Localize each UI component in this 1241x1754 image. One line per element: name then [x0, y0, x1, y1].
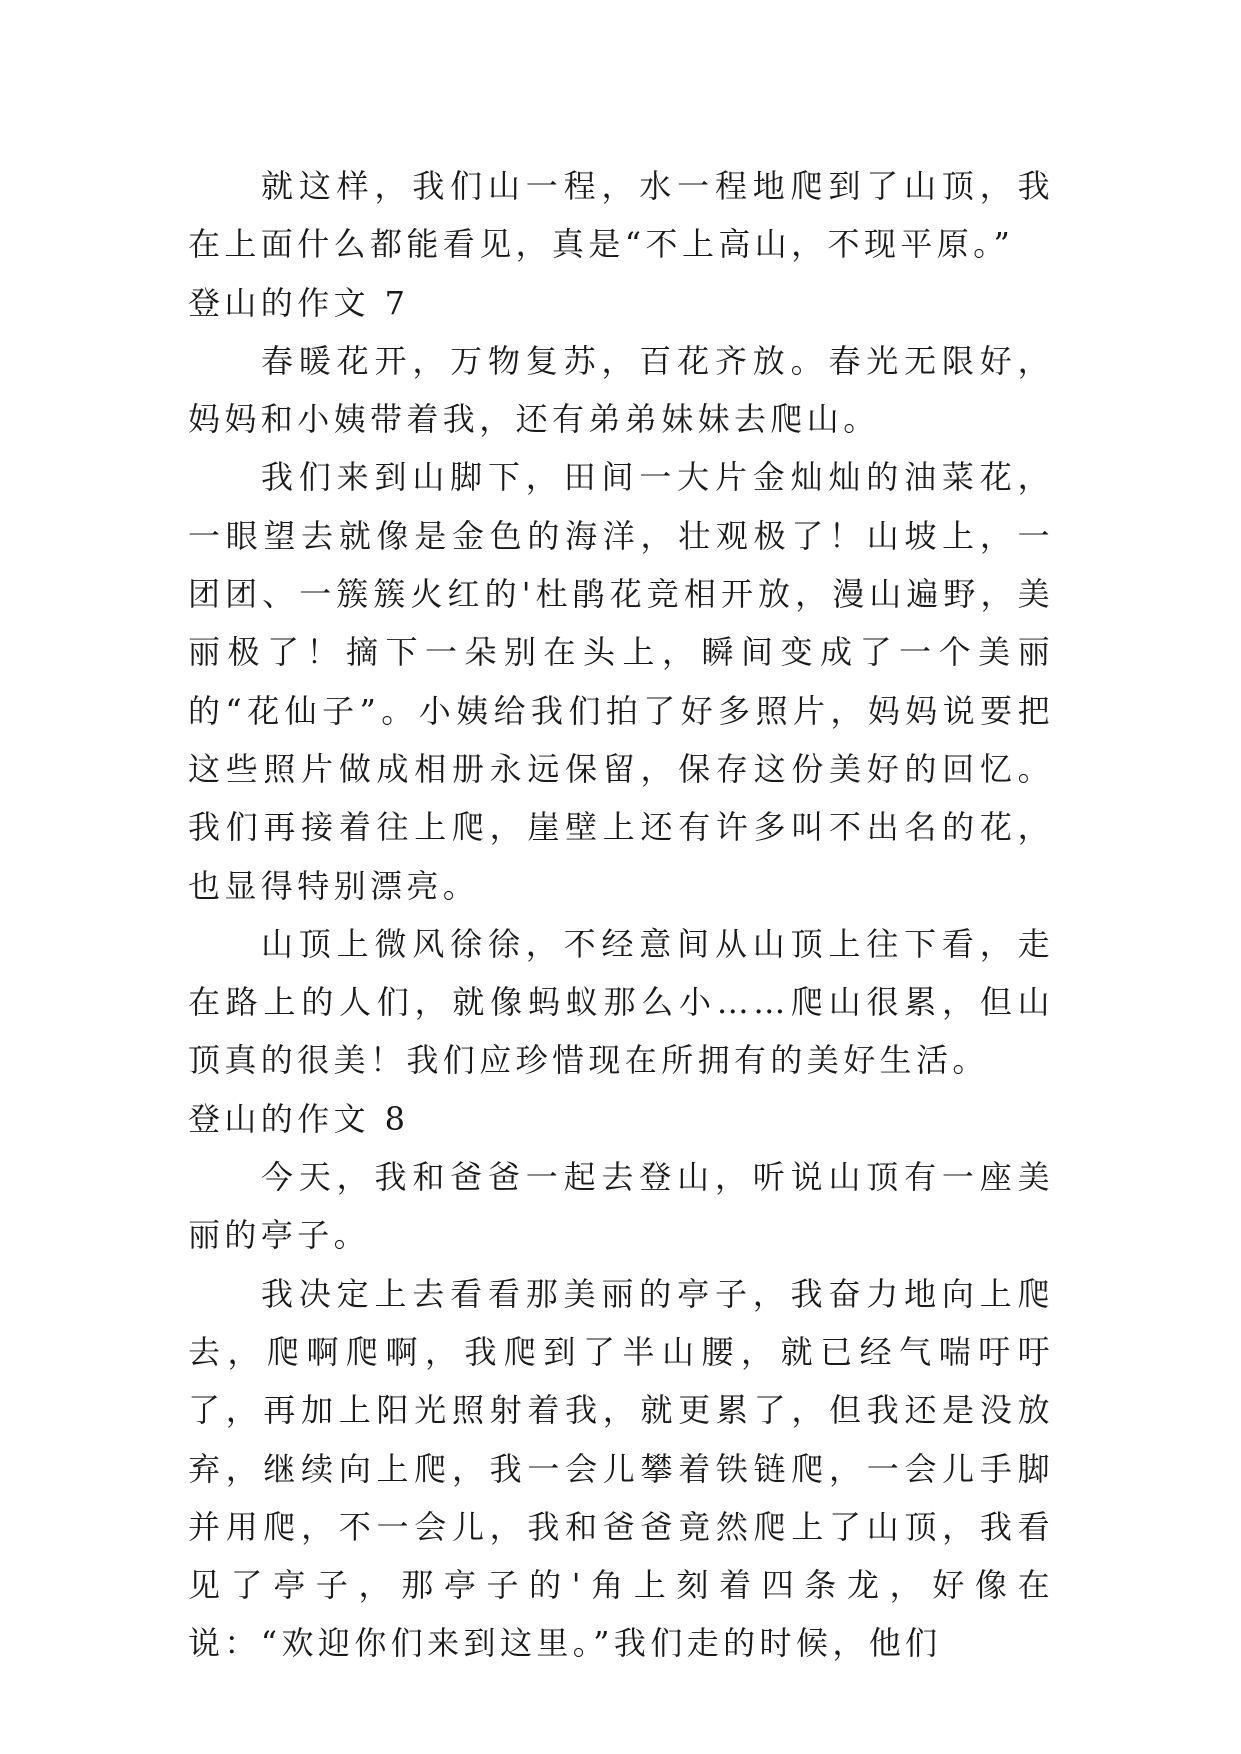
paragraph-today: 今天，我和爸爸一起去登山，听说山顶有一座美丽的亭子。	[188, 1158, 1054, 1255]
paragraph-climb: 我决定上去看看那美丽的亭子，我奋力地向上爬去，爬啊爬啊，我爬到了半山腰，就已经气喘吁吁了，再加上阳光照射着我，就更累了，但我还是没放弃，继续向上爬，我一会儿攀着铁链爬，一会儿手脚并用爬，不一会儿，我和爸爸竟然爬上了山顶，我看见了亭子，那亭子的'角上刻着四条龙，好像在说：“欢迎你们来到这里。”我们走的时候，他们	[188, 1274, 1054, 1663]
essay-heading-8: 登山的作文 8	[188, 1099, 410, 1138]
document-body	[188, 157, 1054, 1673]
essay-heading-7: 登山的作文 7	[188, 283, 410, 322]
paragraph-mountain-foot: 我们来到山脚下，田间一大片金灿灿的油菜花，一眼望去就像是金色的海洋，壮观极了！山坡上，一团团、一簇簇火红的'杜鹃花竞相开放，漫山遍野，美丽极了！摘下一朵别在头上，瞬间变成了一个美丽的“花仙子”。小姨给我们拍了好多照片，妈妈说要把这些照片做成相册永远保留，保存这份美好的回忆。我们再接着往上爬，崖壁上还有许多叫不出名的花，也显得特别漂亮。	[188, 458, 1054, 905]
paragraph-spring: 春暖花开，万物复苏，百花齐放。春光无限好，妈妈和小姨带着我，还有弟弟妹妹去爬山。	[188, 341, 1054, 439]
paragraph-ending: 就这样，我们山一程，水一程地爬到了山顶，我在上面什么都能看见，真是“不上高山，不现平原。”	[188, 167, 1054, 264]
paragraph-summit: 山顶上微风徐徐，不经意间从山顶上往下看，走在路上的人们，就像蚂蚁那么小……爬山很累，但山顶真的很美！我们应珍惜现在所拥有的美好生活。	[188, 924, 1054, 1080]
